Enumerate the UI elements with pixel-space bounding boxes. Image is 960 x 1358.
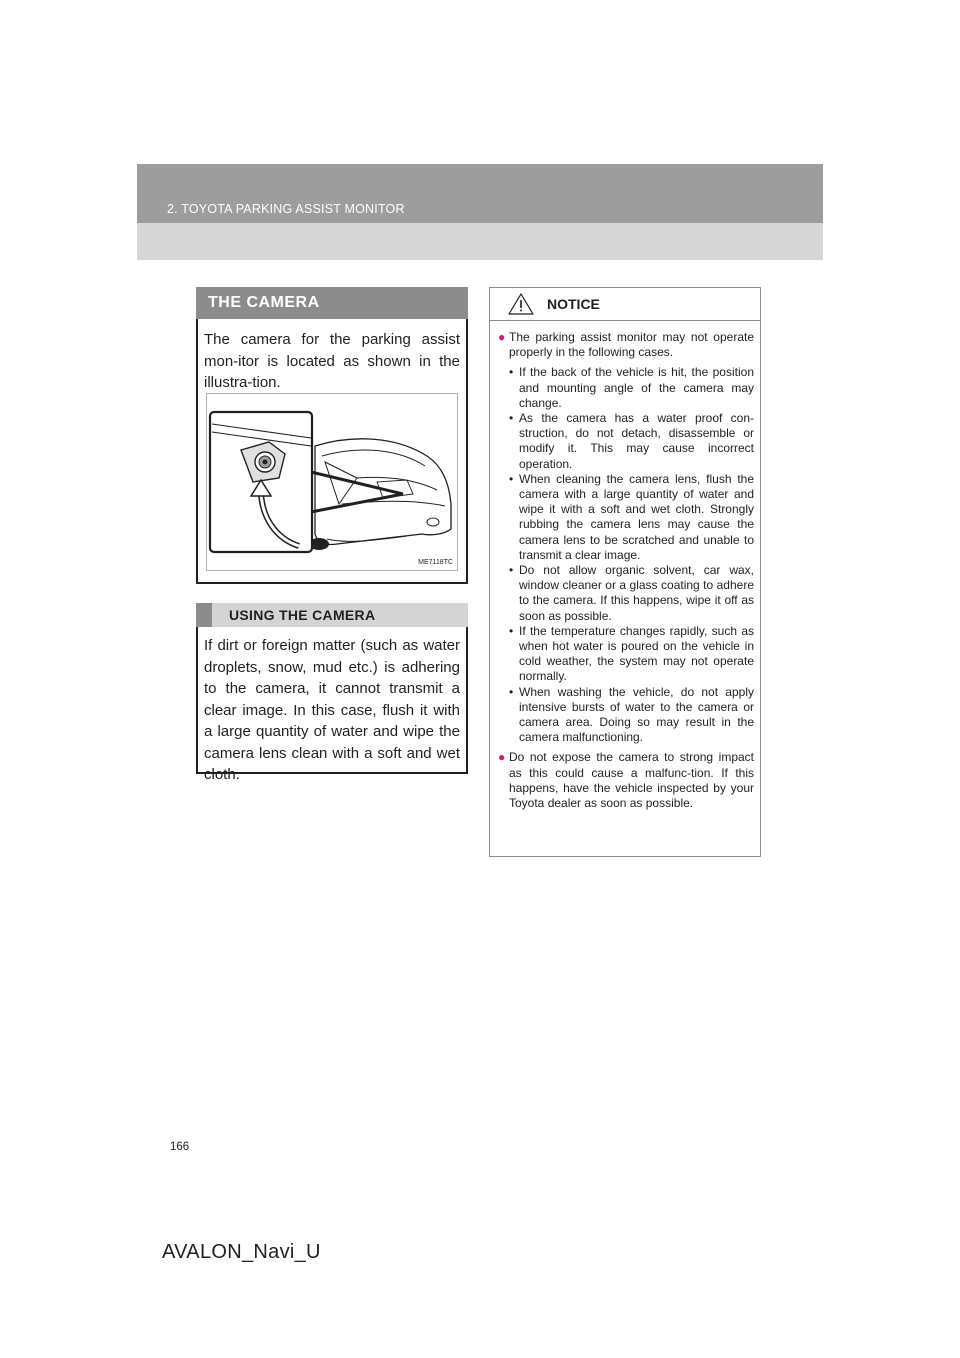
notice-sub-item: • When washing the vehicle, do not apply intensive bursts of water to the camera or camera area. Doing so may result in the camera malfunctioning. — [509, 684, 754, 745]
chapter-title: 2. TOYOTA PARKING ASSIST MONITOR — [167, 202, 405, 216]
notice-item — [498, 330, 754, 745]
warning-triangle-icon — [507, 292, 535, 316]
sub-item-text: When cleaning the camera lens, flush the camera with a large quantity of water and wipe it with a soft and wet cloth. Strongly rubbing the camera lens may cause the camera lens to be scratched and unable to transmit a clear image. — [519, 471, 754, 562]
notice-sub-item: • If the back of the vehicle is hit, the position and mounting angle of the camera may change. — [509, 365, 754, 410]
notice-sub-item: • If the temperature changes rapidly, such as when hot water is poured on the vehicle in cold weather, the system may not operate normally. — [509, 623, 754, 684]
header-top-bar — [137, 164, 823, 223]
camera-section-text: The camera for the parking assist mon-itor is located as shown in the illustra-tion. — [204, 331, 460, 391]
bullet-icon: ● — [498, 330, 506, 344]
notice-sub-item: • When cleaning the camera lens, flush the camera with a large quantity of water and wipe it with a soft and wet cloth. Strongly rubbing the camera lens may cause the camera lens to be scratched and unable to transmit a clear image. — [509, 471, 754, 562]
notice-item-text: The parking assist monitor may not operate properly in the following cases. — [509, 330, 754, 360]
camera-section-box — [196, 319, 468, 584]
notice-sub-item: • Do not allow organic solvent, car wax, window cleaner or a glass coating to adhere to the camera. If this happens, wipe it off as soon as possible. — [509, 563, 754, 623]
document-footer: AVALON_Navi_U — [162, 1241, 321, 1263]
notice-item-text: Do not expose the camera to strong impact as this could cause a malfunc-tion. If this happens, have the vehicle inspected by your Toyota dealer as soon as possible. — [509, 750, 754, 811]
section-title-the-camera — [196, 287, 468, 319]
using-section-box — [196, 627, 468, 783]
sub-item-text: If the temperature changes rapidly, such as when hot water is poured on the vehicle in cold weather, the system may not operate normally. — [519, 623, 754, 684]
section-title-using-the-camera — [196, 603, 468, 627]
notice-sub-list — [509, 365, 754, 745]
page-header — [137, 164, 823, 260]
camera-location-illustration — [206, 393, 458, 571]
notice-header — [490, 288, 760, 321]
section-title-text: USING THE CAMERA — [229, 607, 376, 623]
notice-sub-item: • As the camera has a water proof con-struction, do not detach, disassemble or modify it. This may cause incorrect operation. — [509, 411, 754, 471]
figure-code: ME7118TC — [418, 559, 453, 566]
using-section-text: If dirt or foreign matter (such as water droplets, snow, mud etc.) is adhering to the camera, it cannot transmit a clear image. In this case, flush it with a large quantity of water and wipe the camera lens clean with a soft and wet cloth. — [204, 637, 460, 783]
notice-box — [489, 287, 761, 857]
sub-item-text: Do not allow organic solvent, car wax, window cleaner or a glass coating to adhere to the camera. If this happens, wipe it off as soon as possible. — [519, 563, 754, 623]
notice-title: NOTICE — [547, 296, 600, 312]
car-rear-illustration — [207, 394, 457, 570]
section-marker — [196, 603, 212, 627]
bullet-icon: ● — [498, 750, 506, 765]
sub-item-text: As the camera has a water proof con-struction, do not detach, disassemble or modify it. This may cause incorrect operation. — [519, 411, 754, 471]
notice-item — [498, 750, 754, 811]
section-title-text: THE CAMERA — [208, 294, 320, 311]
sub-item-text: If the back of the vehicle is hit, the position and mounting angle of the camera may change. — [519, 365, 754, 410]
page-number: 166 — [170, 1141, 190, 1153]
sub-item-text: When washing the vehicle, do not apply intensive bursts of water to the camera or camera area. Doing so may result in the camera malfunctioning. — [519, 684, 754, 745]
notice-body — [498, 330, 754, 816]
